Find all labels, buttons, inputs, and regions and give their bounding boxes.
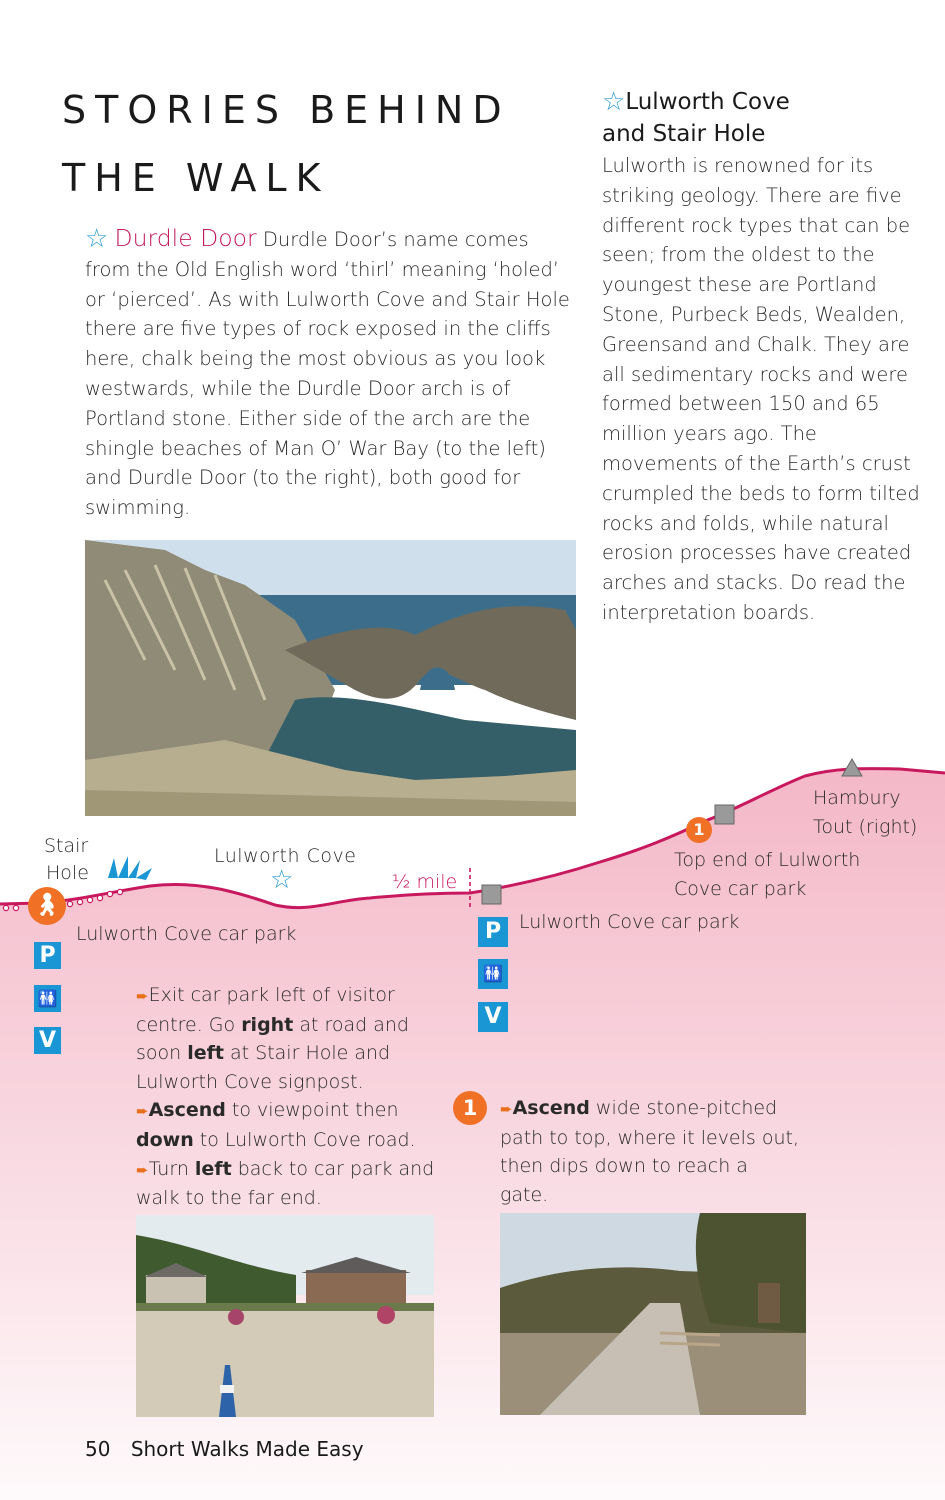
- star-icon: ☆: [270, 865, 294, 895]
- mid-car-park-label: Lulworth Cove car park: [519, 911, 740, 933]
- start-car-park-label: Lulworth Cove car park: [76, 923, 297, 945]
- right-steps: [500, 1094, 800, 1209]
- visitor-centre-icon: V: [478, 1002, 508, 1032]
- half-mile-label: ½ mile: [392, 871, 458, 893]
- step-exit: ➨Exit car park left of visitor centre. Go right at road and soon left at Stair Hole and Lulworth Cove signpost.: [136, 984, 409, 1093]
- toilets-icon: 🚻: [34, 985, 61, 1012]
- top-end-waypoint: [715, 805, 734, 824]
- stair-hole-symbol: [108, 856, 152, 880]
- waypoint-1-badge: 1: [686, 817, 712, 843]
- durdle-door-title: Durdle Door: [114, 224, 257, 252]
- stair-hole-label-2: Hole: [46, 862, 89, 884]
- parking-icon: P: [34, 942, 61, 969]
- star-icon: ☆: [602, 87, 626, 117]
- heading-line-1: STORIES BEHIND: [62, 88, 511, 132]
- durdle-door-text: Durdle Door’s name comes from the Old English word ‘thirl’ meaning ‘holed’ or ‘pierced’. As with Lulworth Cove and Stair Hole there are five types of rock exposed in the cliffs here, chalk being the most obvious as you look westwards, while the Durdle Door arch is of Portland stone. Either side of the arch are the shingle beaches of Man O’ War Bay (to the left) and Durdle Door (to the right), both good for swimming.: [85, 228, 570, 520]
- arrow-icon: ➨: [500, 1100, 513, 1118]
- toilets-icon: 🚻: [478, 959, 508, 989]
- walker-start-icon: 🚶︎: [28, 887, 66, 925]
- top-end-label-1: Top end of Lulworth: [674, 849, 861, 871]
- step-1-badge: 1: [453, 1091, 487, 1125]
- heading-line-2: THE WALK: [62, 156, 330, 200]
- visitor-centre-icon: V: [34, 1027, 61, 1054]
- step-turn-left: ➨Turn left back to car park and walk to the far end.: [136, 1157, 435, 1210]
- top-end-label-2: Cove car park: [674, 878, 807, 900]
- page-footer: [85, 1437, 364, 1461]
- arrow-icon: ➨: [136, 1102, 149, 1121]
- page-number: 50: [85, 1437, 111, 1461]
- step-ascend-viewpoint: ➨Ascend to viewpoint then down to Lulworth Cove road.: [136, 1099, 416, 1151]
- lulworth-text: Lulworth is renowned for its striking geology. There are five different rock types that can be seen; from the oldest to the youngest these are Portland Stone, Purbeck Beds, Wealden, Greensand and Chalk. They are all sedimentary rocks and were formed between 150 and 65 million years ago. The movements of the Earth’s crust crumpled the beds to form tilted rocks and folds, while natural erosion processes have created arches and stacks. Do read the interpretation boards.: [602, 154, 920, 624]
- left-steps: [136, 981, 436, 1213]
- lulworth-title-line-2: and Stair Hole: [602, 121, 766, 147]
- lulworth-title: [602, 86, 922, 150]
- arrow-icon: ➨: [136, 1160, 149, 1179]
- car-park-photo: [136, 1215, 434, 1417]
- arrow-icon: ➨: [136, 987, 149, 1005]
- parking-icon: P: [478, 917, 508, 947]
- stair-hole-label-1: Stair: [44, 835, 89, 857]
- stone-path-photo: [500, 1213, 806, 1415]
- lulworth-title-line-1: Lulworth Cove: [625, 89, 790, 115]
- book-title: Short Walks Made Easy: [130, 1437, 364, 1461]
- lulworth-cove-label: Lulworth Cove: [214, 845, 357, 867]
- hambury-label-2: Tout (right): [813, 816, 918, 838]
- car-park-waypoint: [482, 885, 501, 904]
- durdle-door-section: [85, 224, 577, 523]
- star-icon: ☆: [85, 224, 109, 254]
- step-ascend-path: ➨Ascend wide stone-pitched path to top, where it levels out, then dips down to reach a gate.: [500, 1097, 799, 1206]
- stair-hole-photo: [85, 540, 576, 816]
- hambury-label-1: Hambury: [813, 787, 901, 809]
